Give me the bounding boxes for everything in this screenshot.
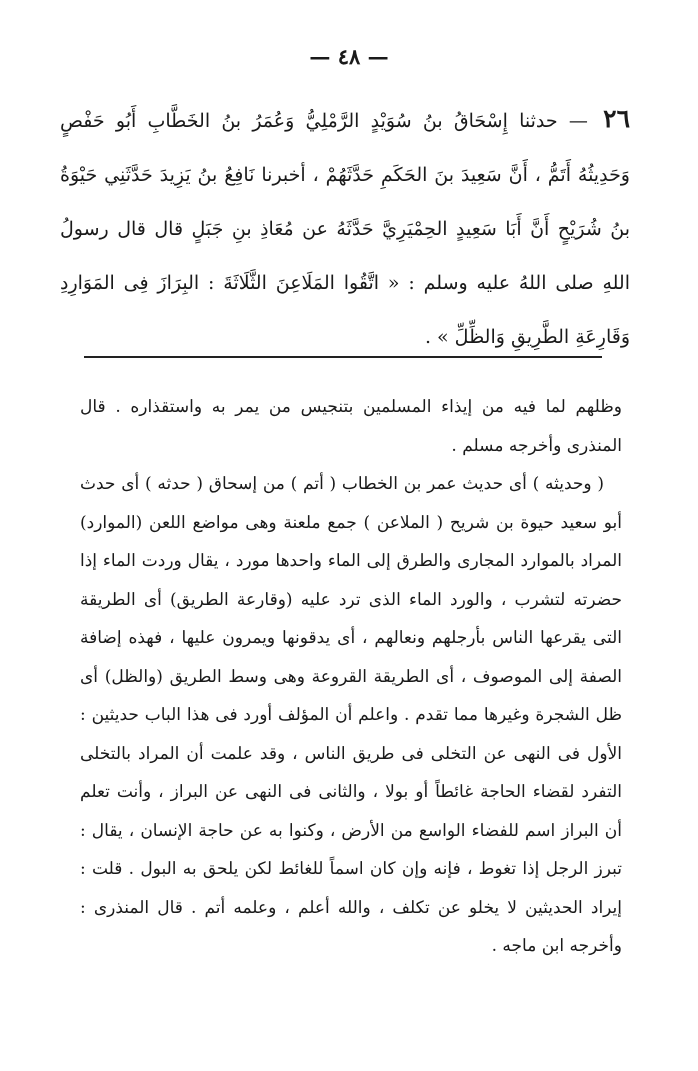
hadith-paragraph bbox=[60, 92, 630, 364]
commentary-paragraph-1: وظلهم لما فيه من إيذاء المسلمين بتنجيس من يمر به واستقذاره . قال المنذرى وأخرجه مسلم . bbox=[80, 397, 622, 456]
page-number: — ٤٨ — bbox=[309, 44, 389, 69]
hadith-number: ٢٦ bbox=[603, 104, 630, 133]
hadith-block bbox=[60, 92, 630, 364]
hadith-text: — حدثنا إِسْحَاقُ بنُ سُوَيْدٍ الرَّمْلِيُّ وَعُمَرُ بنُ الخَطَّابِ أَبُو حَفْصٍ وَحَدِيثُهُ أَتَمُّ ، أَنَّ سَعِيدَ بنَ الحَكَمِ حَدَّثَهُمْ ، أخبرنا نَافِعُ بنُ يَزِيدَ حَدَّثَنِي حَيْوَةُ بنُ شُرَيْحٍ أَنَّ أَبَا سَعِيدٍ الحِمْيَرِيَّ حَدَّثَهُ عن مُعَاذِ بنِ جَبَلٍ قال قال رسولُ اللهِ صلى اللهُ عليه وسلم : « اتَّقُوا المَلَاعِنَ الثَّلَاثَةَ : البِرَازَ فِى المَوَارِدِ وَقَارِعَةِ الطَّرِيقِ وَالظِّلِّ » . bbox=[60, 110, 630, 348]
footnote-divider bbox=[84, 356, 602, 358]
commentary-paragraph-2: ( وحديثه ) أى حديث عمر بن الخطاب ( أتم ) من إسحاق ( حدثه ) أى حدث أبو سعيد حيوة بن شريح ( الملاعن ) جمع ملعنة وهى مواضع اللعن (الموارد) المراد بالموارد المجارى والطرق إلى الماء واحدها مورد ، يقال وردت الماء إذا حضرته لتشرب ، والورد الماء الذى ترد عليه (وقارعة الطريق) أى الطريقة التى يقرعها الناس بأرجلهم ونعالهم ، أى يدقونها ويمرون عليها ، فهذه إضافة الصفة إلى الموصوف ، أى الطريقة القروعة وهى وسط الطريق (والظل) أى ظل الشجرة وغيرها مما تقدم . واعلم أن المؤلف أورد فى هذا الباب حديثين : الأول فى النهى عن التخلى فى طريق الناس ، وقد علمت أن المراد بالتخلى التفرد لقضاء الحاجة غائطاً أو بولا ، والثانى فى النهى عن البراز ، وأنت تعلم أن البراز اسم للفضاء الواسع من الأرض ، وكنوا به عن حاجة الإنسان ، يقال : تبرز الرجل إذا تغوط ، فإنه وإن كان اسماً للغائط لكن يلحق به البول . قلت : إيراد الحديثين لا يخلو عن تكلف ، والله أعلم ، وعلمه أتم . قال المنذرى : وأخرجه ابن ماجه . bbox=[80, 474, 622, 956]
commentary-block bbox=[80, 388, 622, 966]
